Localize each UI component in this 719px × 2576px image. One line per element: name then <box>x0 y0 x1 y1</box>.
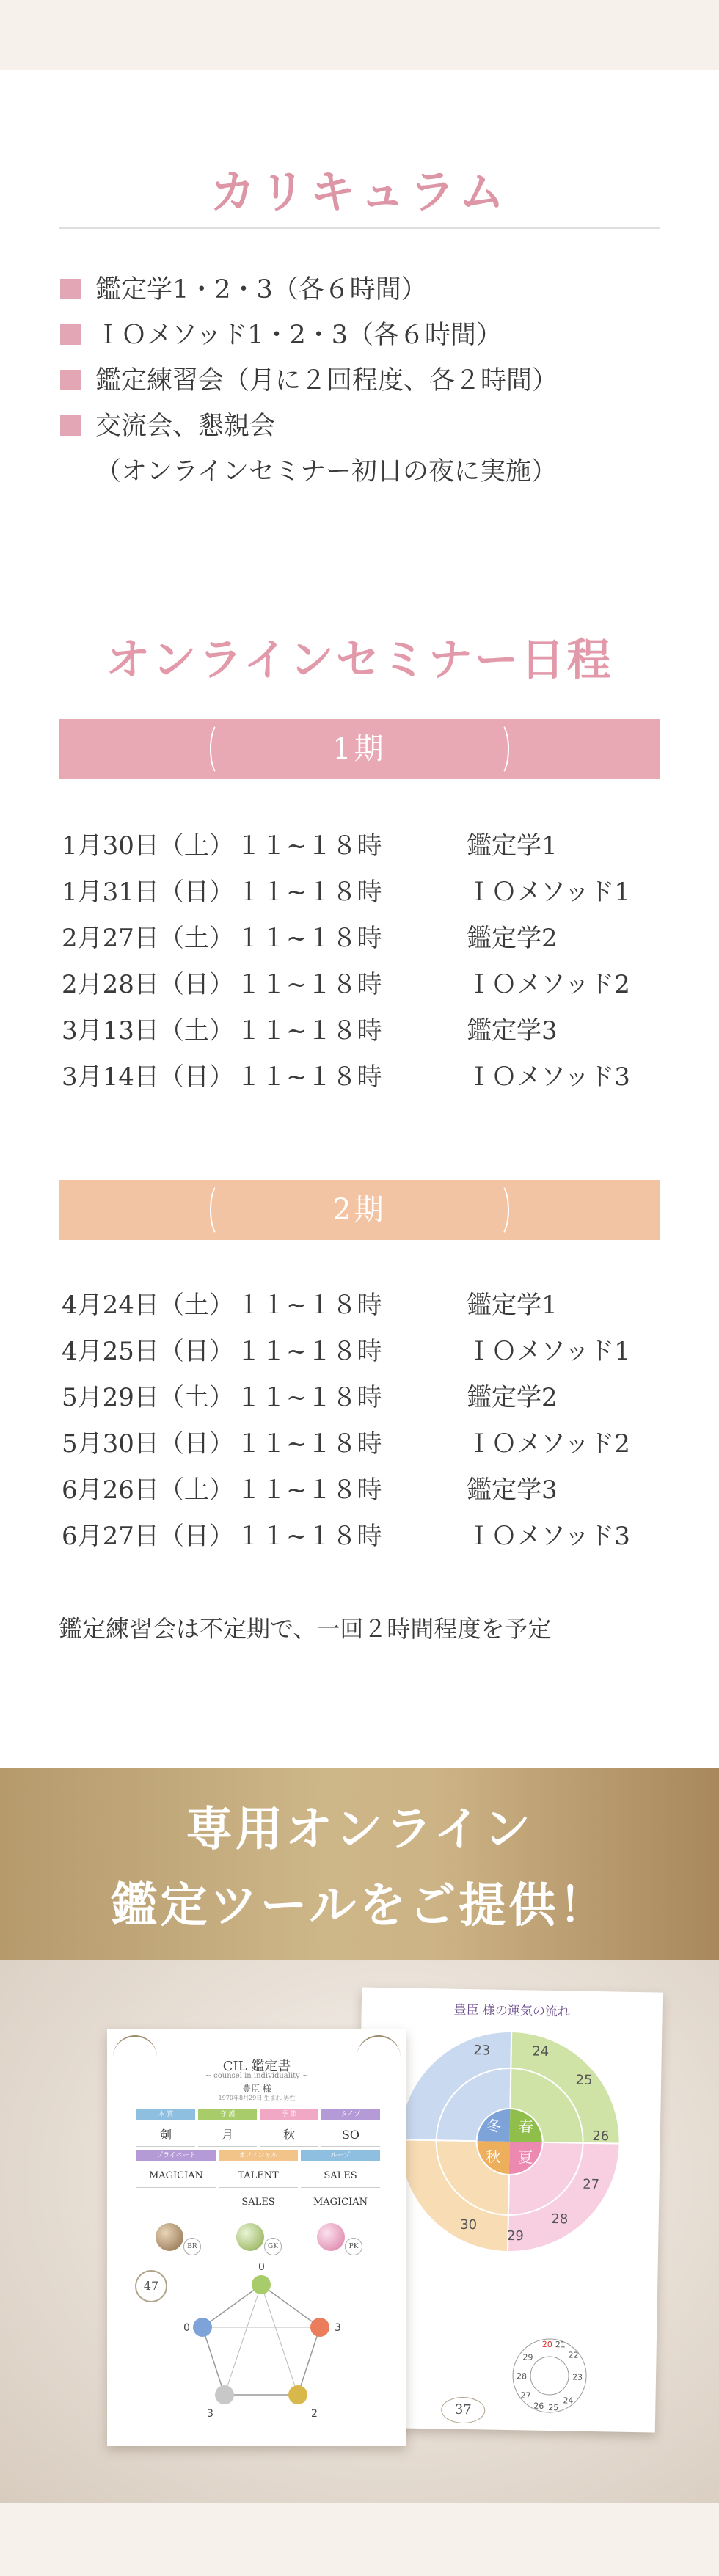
grid-value: TALENT <box>219 2164 298 2188</box>
square-bullet-icon <box>60 415 81 436</box>
gem-icon <box>236 2223 264 2251</box>
term1-header <box>59 719 660 779</box>
pentagon-number: 3 <box>207 2408 213 2420</box>
term2-header <box>59 1180 660 1240</box>
schedule-title: オンラインセミナー日程 <box>106 635 613 686</box>
schedule-row: 3月13日（土） １１~１８時 鑑定学3 <box>62 1016 558 1046</box>
grid-value: SO <box>321 2123 380 2147</box>
mini-number: 23 <box>572 2372 583 2382</box>
schedule-row: 1月30日（土） １１~１８時 鑑定学1 <box>62 831 558 861</box>
wheel-number: 23 <box>473 2043 491 2059</box>
flow-sheet-title: 豊臣 様の運気の流れ <box>453 2002 571 2020</box>
term2-label: 2期 <box>332 1193 387 1227</box>
gem-tag: BR <box>183 2238 201 2255</box>
mini-number: 24 <box>563 2396 574 2406</box>
gem-icon <box>317 2223 345 2251</box>
season-label: 春 <box>518 2117 534 2136</box>
curriculum-item: 鑑定練習会（月に２回程度、各２時間） <box>60 358 676 404</box>
mini-number: 28 <box>516 2371 528 2382</box>
wheel-number: 26 <box>592 2128 610 2145</box>
top-band <box>0 0 719 70</box>
wheel-number: 25 <box>575 2072 593 2088</box>
curriculum-divider <box>59 227 660 229</box>
pentagon-number: 2 <box>311 2408 318 2420</box>
gem-icon <box>156 2223 183 2251</box>
mini-number: 21 <box>555 2340 566 2350</box>
life-number-badge: 47 <box>135 2270 167 2302</box>
curriculum-list <box>60 267 676 495</box>
term2-schedule <box>62 1282 678 1560</box>
gem-row <box>148 2220 368 2257</box>
season-label: 夏 <box>518 2148 533 2167</box>
promo-banner <box>0 1768 719 1960</box>
grid-header: タイプ <box>321 2109 380 2120</box>
wheel-number: 30 <box>459 2216 478 2233</box>
term1-label: 1期 <box>332 732 387 766</box>
schedule-row: 5月30日（日） １１~１８時 ＩＯメソッド2 <box>62 1429 630 1459</box>
season-label: 秋 <box>486 2148 501 2166</box>
appraisal-subtitle: ~ counsel in individuality ~ <box>205 2072 309 2080</box>
gem-tag: GK <box>264 2238 282 2255</box>
appraisal-title: CIL 鑑定書 <box>222 2059 291 2074</box>
pentagon-number: 0 <box>183 2322 190 2334</box>
season-wheel <box>394 2026 625 2257</box>
mini-number: 22 <box>568 2350 579 2360</box>
grid-header: 守 護 <box>198 2109 257 2120</box>
grid-value: MAGICIAN <box>313 2197 368 2208</box>
wheel-number: 27 <box>582 2176 600 2193</box>
pentagon-number: 0 <box>258 2263 265 2273</box>
grid-value: 月 <box>198 2123 257 2147</box>
bottom-band <box>0 2503 719 2576</box>
schedule-row: 2月27日（土） １１~１８時 鑑定学2 <box>62 924 558 953</box>
curriculum-title: カリキュラム <box>210 165 509 219</box>
grid-value: 剣 <box>136 2123 195 2147</box>
element-pentagon <box>173 2263 349 2424</box>
schedule-row: 6月26日（土） １１~１８時 鑑定学3 <box>62 1475 558 1505</box>
curriculum-sub-note: （オンラインセミナー初日の夜に実施） <box>95 457 557 486</box>
grid-header: ループ <box>301 2150 380 2161</box>
schedule-note: 鑑定練習会は不定期で、一回２時間程度を予定 <box>59 1615 552 1643</box>
wheel-number: 29 <box>506 2227 525 2244</box>
appraisal-sheet <box>107 2029 406 2446</box>
grid-value: MAGICIAN <box>136 2164 216 2188</box>
mini-cycle-wheel <box>501 2335 598 2417</box>
grid-header: 季 節 <box>260 2109 318 2120</box>
grid-header: プライベート <box>136 2150 216 2161</box>
mini-number: 20 <box>541 2339 552 2350</box>
mini-number: 26 <box>533 2401 544 2411</box>
wheel-number: 24 <box>532 2043 550 2059</box>
season-label: 冬 <box>486 2117 502 2135</box>
appraisal-grid <box>136 2109 380 2217</box>
schedule-row: 3月14日（日） １１~１８時 ＩＯメソッド3 <box>62 1062 630 1092</box>
tool-preview-image <box>0 1960 719 2503</box>
grid-value: SALES <box>241 2197 275 2208</box>
term1-schedule <box>62 823 678 1101</box>
grid-value: SALES <box>301 2164 380 2188</box>
promo-line-2: 鑑定ツールをご提供！ <box>110 1878 609 1933</box>
wheel-number: 28 <box>551 2211 569 2227</box>
promo-line-1: 専用オンライン <box>185 1802 534 1857</box>
square-bullet-icon <box>60 279 81 299</box>
gem-tag: PK <box>345 2238 362 2255</box>
grid-value <box>136 2191 216 2214</box>
curriculum-item: ＩＯメソッド1・2・3（各６時間） <box>60 313 676 358</box>
flow-life-number: 37 <box>441 2396 486 2423</box>
grid-header: 本 質 <box>136 2109 195 2120</box>
schedule-row: 1月31日（日） １１~１８時 ＩＯメソッド1 <box>62 877 630 907</box>
grid-header: オフィシャル <box>219 2150 298 2161</box>
square-bullet-icon <box>60 324 81 345</box>
square-bullet-icon <box>60 370 81 390</box>
ornament-icon <box>113 2035 157 2057</box>
ornament-icon <box>357 2035 401 2057</box>
grid-value: 秋 <box>260 2123 318 2147</box>
pentagon-number: 3 <box>335 2322 341 2334</box>
mini-number: 29 <box>522 2352 533 2362</box>
mini-number: 27 <box>520 2390 531 2401</box>
schedule-row: 2月28日（日） １１~１８時 ＩＯメソッド2 <box>62 970 630 999</box>
schedule-row: 5月29日（土） １１~１８時 鑑定学2 <box>62 1383 558 1412</box>
curriculum-item: 交流会、懇親会 <box>60 404 676 449</box>
curriculum-item: 鑑定学1・2・3（各６時間） <box>60 267 676 313</box>
appraisal-date: 1970年8月29日 生まれ 男性 <box>218 2095 296 2101</box>
appraisal-name: 豊臣 様 <box>242 2084 271 2094</box>
schedule-row: 4月24日（土） １１~１８時 鑑定学1 <box>62 1291 558 1320</box>
schedule-row: 4月25日（日） １１~１８時 ＩＯメソッド1 <box>62 1337 630 1366</box>
schedule-row: 6月27日（日） １１~１８時 ＩＯメソッド3 <box>62 1522 630 1551</box>
mini-number: 25 <box>548 2402 559 2413</box>
